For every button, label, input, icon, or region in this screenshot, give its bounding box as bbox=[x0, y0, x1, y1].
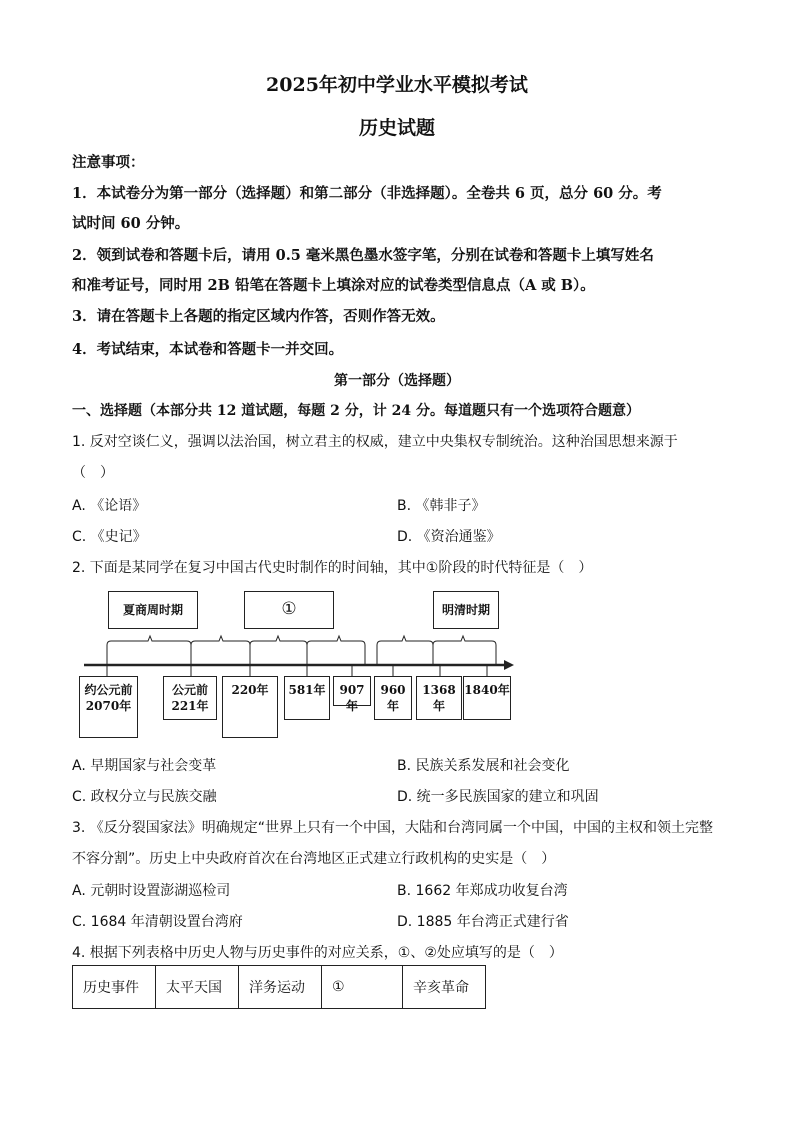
notice-line: 3．请在答题卡上各题的指定区域内作答，否则作答无效。 bbox=[72, 308, 445, 325]
q1-option-c: C. 《史记》 bbox=[72, 529, 147, 545]
q1-option-b: B. 《韩非子》 bbox=[397, 498, 486, 514]
q4-table bbox=[72, 965, 486, 1009]
q1-stem: 1. 反对空谈仁义，强调以法治国，树立君主的权威，建立中央集权专制统治。这种治国思想来源于 bbox=[72, 434, 678, 450]
timeline-date: 581年 bbox=[284, 676, 330, 720]
notice-line: 1．本试卷分为第一部分（选择题）和第二部分（非选择题）。全卷共 6 页，总分 60 分。考 bbox=[72, 185, 662, 202]
q3-option-d: D. 1885 年台湾正式建行省 bbox=[397, 914, 569, 930]
notice-line: 和准考证号，同时用 2B 铅笔在答题卡上填涂对应的试卷类型信息点（A 或 B）。 bbox=[72, 277, 595, 294]
q2-stem: 2. 下面是某同学在复习中国古代史时制作的时间轴，其中①阶段的时代特征是（ ） bbox=[72, 560, 593, 576]
q3-option-c: C. 1684 年清朝设置台湾府 bbox=[72, 914, 243, 930]
timeline-date: 约公元前 2070年 bbox=[79, 676, 138, 738]
q3-option-b: B. 1662 年郑成功收复台湾 bbox=[397, 883, 568, 899]
table-cell: 太平天国 bbox=[156, 966, 239, 1009]
q1-blank: （ ） bbox=[72, 465, 114, 481]
table-cell: 洋务运动 bbox=[239, 966, 322, 1009]
table-cell: 历史事件 bbox=[73, 966, 156, 1009]
timeline-date: 1840年 bbox=[463, 676, 511, 720]
timeline-date: 1368年 bbox=[416, 676, 462, 720]
table-cell: 辛亥革命 bbox=[403, 966, 486, 1009]
q2-option-d: D. 统一多民族国家的建立和巩固 bbox=[397, 789, 599, 805]
notice-heading: 注意事项： bbox=[72, 154, 145, 171]
q3-stem-line2: 不容分割”。历史上中央政府首次在台湾地区正式建立行政机构的史实是（ ） bbox=[72, 851, 556, 867]
timeline-date: 960年 bbox=[374, 676, 412, 720]
q3-option-a: A. 元朝时设置澎湖巡检司 bbox=[72, 883, 231, 899]
section-heading: 一、选择题（本部分共 12 道试题，每题 2 分，计 24 分。每道题只有一个选项符合题意） bbox=[72, 403, 640, 419]
q1-option-d: D. 《资治通鉴》 bbox=[397, 529, 501, 545]
q2-option-c: C. 政权分立与民族交融 bbox=[72, 789, 217, 805]
timeline-date: 220年 bbox=[222, 676, 278, 738]
timeline-period-ming-qing: 明清时期 bbox=[433, 591, 499, 629]
q3-stem-line1: 3. 《反分裂国家法》明确规定“世界上只有一个中国，大陆和台湾同属一个中国，中国的主权和领土完整 bbox=[72, 820, 714, 836]
part1-heading: 第一部分（选择题） bbox=[334, 373, 460, 389]
q4-stem: 4. 根据下列表格中历史人物与历史事件的对应关系，①、②处应填写的是（ ） bbox=[72, 945, 563, 961]
timeline-period-blank: ① bbox=[244, 591, 334, 629]
notice-line: 4．考试结束，本试卷和答题卡一并交回。 bbox=[72, 341, 344, 358]
exam-title: 2025年初中学业水平模拟考试 bbox=[266, 74, 528, 96]
exam-subtitle: 历史试题 bbox=[358, 117, 435, 139]
notice-line: 试时间 60 分钟。 bbox=[72, 215, 190, 232]
q2-option-b: B. 民族关系发展和社会变化 bbox=[397, 758, 570, 774]
timeline-period-xia-shang-zhou: 夏商周时期 bbox=[108, 591, 198, 629]
q1-option-a: A. 《论语》 bbox=[72, 498, 147, 514]
notice-line: 2．领到试卷和答题卡后，请用 0.5 毫米黑色墨水签字笔，分别在试卷和答题卡上填写姓名 bbox=[72, 247, 654, 264]
q2-option-a: A. 早期国家与社会变革 bbox=[72, 758, 217, 774]
table-row bbox=[73, 966, 486, 1009]
table-cell: ① bbox=[322, 966, 403, 1009]
timeline-date: 907年 bbox=[333, 676, 371, 706]
timeline-date: 公元前 221年 bbox=[163, 676, 217, 720]
